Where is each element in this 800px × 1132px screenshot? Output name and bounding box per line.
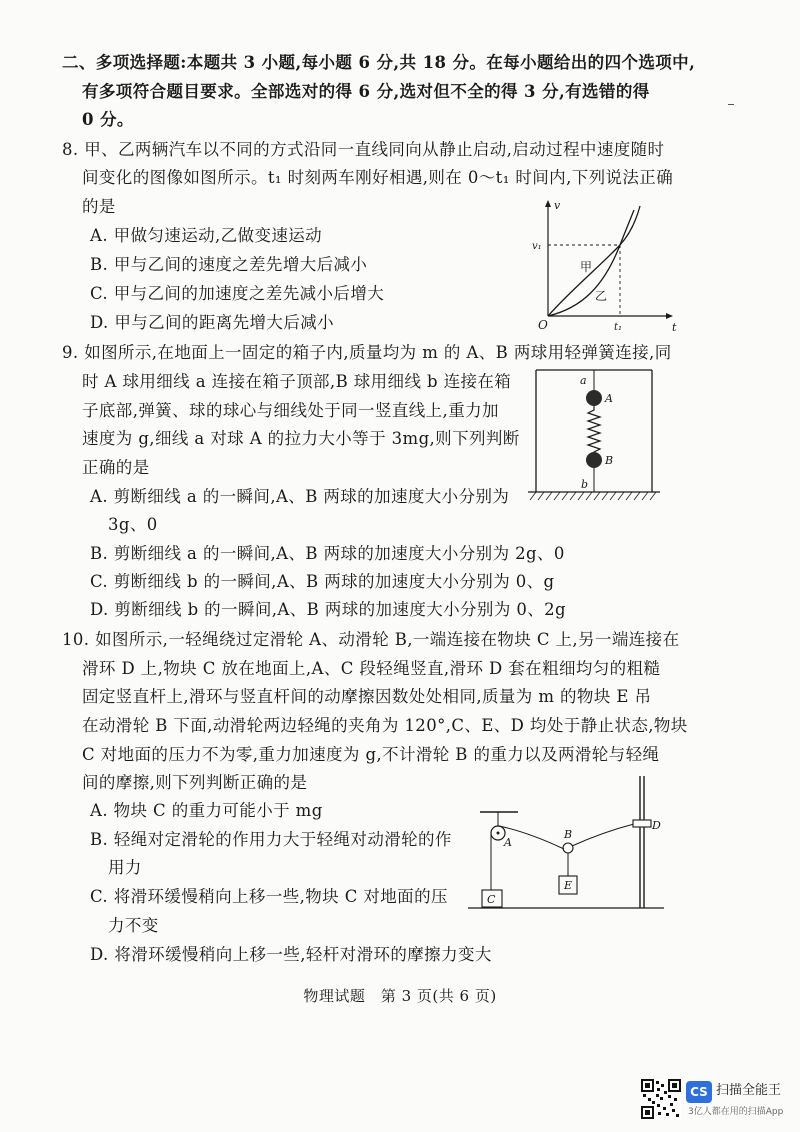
q9-label-ball-a: A	[605, 392, 613, 405]
q10-option-c: C. 将滑环缓慢稍向上移一些,物块 C 对地面的压	[90, 887, 448, 906]
q10-stem-line-4: 在动滑轮 B 下面,动滑轮两边轻绳的夹角为 120°,C、E、D 均处于静止状态,物块	[82, 716, 688, 735]
page-footer: 物理试题 第 3 页(共 6 页)	[303, 987, 497, 1005]
q8-t-label: t	[672, 321, 677, 334]
q10-option-b: B. 轻绳对定滑轮的作用力大于轻绳对动滑轮的作	[90, 830, 452, 849]
q9-ball-b	[586, 452, 602, 468]
section-heading-line-1: 二、多项选择题:本题共 3 小题,每小题 6 分,共 18 分。在每小题给出的四个选项中,	[62, 53, 696, 72]
q9-stem-line-5: 正确的是	[82, 458, 150, 477]
q9-spring	[588, 406, 600, 454]
camscanner-logo-icon: CS	[686, 1081, 712, 1103]
q9-ground-hatching	[530, 492, 656, 500]
q9-label-b: b	[581, 478, 589, 491]
q10-label-a: A	[504, 836, 512, 849]
q9-ball-a	[586, 390, 602, 406]
q8-stem-line-1: 8. 甲、乙两辆汽车以不同的方式沿同一直线同向从静止启动,启动过程中速度随时	[62, 140, 665, 159]
q9-stem-line-4: 速度为 g,细线 a 对球 A 的拉力大小等于 3mg,则下列判断	[82, 429, 520, 448]
q8-v1-label: v₁	[532, 241, 542, 252]
q10-label-d: D	[652, 819, 661, 832]
q10-stem-line-3: 固定竖直杆上,滑环与竖直杆间的动摩擦因数处处相同,质量为 m 的物块 E 吊	[82, 687, 652, 706]
section-heading-line-2: 有多项符合题目要求。全部选对的得 6 分,选对但不全的得 3 分,有选错的得	[82, 82, 650, 101]
q9-stem-line-3: 子底部,弹簧、球的球心与细线处于同一竖直线上,重力加	[82, 401, 499, 420]
q9-stem-line-2: 时 A 球用细线 a 连接在箱子顶部,B 球用细线 b 连接在箱	[82, 372, 512, 391]
q10-option-b-cont: 用力	[108, 858, 142, 877]
q8-origin-label: O	[538, 318, 548, 332]
q10-option-a: A. 物块 C 的重力可能小于 mg	[90, 801, 323, 820]
q8-stem-line-3: 的是	[82, 197, 116, 216]
scanner-app-name: 扫描全能王	[716, 1083, 782, 1098]
q8-v-label: v	[554, 199, 561, 212]
q8-velocity-time-graph	[530, 196, 680, 336]
q10-option-d: D. 将滑环缓慢稍向上移一些,轻杆对滑环的摩擦力变大	[90, 945, 492, 964]
q10-pulley-a-axle	[497, 832, 500, 835]
q9-option-d: D. 剪断细线 b 的一瞬间,A、B 两球的加速度大小分别为 0、2g	[90, 600, 567, 619]
q9-option-a-cont: 3g、0	[108, 515, 158, 534]
q9-option-a: A. 剪断细线 a 的一瞬间,A、B 两球的加速度大小分别为	[90, 487, 510, 506]
q8-option-c: C. 甲与乙间的加速度之差先减小后增大	[90, 284, 385, 303]
q10-stem-line-5: C 对地面的压力不为零,重力加速度为 g,不计滑轮 B 的重力以及两滑轮与轻绳	[82, 745, 660, 764]
scanner-tagline: 3亿人都在用的扫描App	[688, 1107, 784, 1117]
q10-stem-line-1: 10. 如图所示,一轻绳绕过定滑轮 A、动滑轮 B,一端连接在物块 C 上,另一端连接在	[62, 630, 680, 649]
q8-stem-line-2: 间变化的图像如图所示。t₁ 时刻两车刚好相遇,则在 0～t₁ 时间内,下列说法正确	[82, 168, 674, 187]
stray-mark	[728, 104, 734, 105]
q10-stem-line-6: 间的摩擦,则下列判断正确的是	[82, 773, 308, 792]
q10-label-c: C	[487, 893, 496, 906]
q8-option-b: B. 甲与乙间的速度之差先增大后减小	[90, 255, 368, 274]
q8-option-a: A. 甲做匀速运动,乙做变速运动	[90, 226, 323, 245]
q8-jia-label: 甲	[580, 260, 593, 274]
q10-label-e: E	[564, 879, 573, 892]
q8-option-d: D. 甲与乙间的距离先增大后减小	[90, 313, 335, 332]
q8-v-axis-arrow-icon	[545, 200, 551, 207]
q9-label-ball-b: B	[605, 454, 614, 467]
section-heading-line-3: 0 分。	[82, 110, 134, 129]
q9-option-b: B. 剪断细线 a 的一瞬间,A、B 两球的加速度大小分别为 2g、0	[90, 544, 565, 563]
q8-t-axis-arrow-icon	[666, 313, 673, 319]
q9-stem-line-1: 9. 如图所示,在地面上一固定的箱子内,质量均为 m 的 A、B 两球用轻弹簧连接,同	[62, 343, 672, 362]
q9-option-c: C. 剪断细线 b 的一瞬间,A、B 两球的加速度大小分别为 0、g	[90, 572, 555, 591]
q10-pulley-diagram	[468, 770, 668, 916]
q10-option-c-cont: 力不变	[108, 916, 159, 935]
q10-stem-line-2: 滑环 D 上,物块 C 放在地面上,A、C 段轻绳竖直,滑环 D 套在粗细均匀的粗糙	[82, 659, 661, 678]
q10-rope-b-to-d	[572, 824, 634, 846]
q10-label-b: B	[564, 828, 573, 841]
q8-curve-jia	[548, 206, 640, 316]
q9-box-spring-diagram	[528, 366, 668, 504]
q9-label-a: a	[580, 374, 587, 387]
q10-slide-ring-d	[633, 820, 651, 827]
q10-movable-pulley-b	[563, 843, 573, 853]
q8-yi-label: 乙	[595, 289, 608, 303]
qr-code-icon	[641, 1079, 681, 1119]
q8-t1-label: t₁	[614, 322, 623, 333]
